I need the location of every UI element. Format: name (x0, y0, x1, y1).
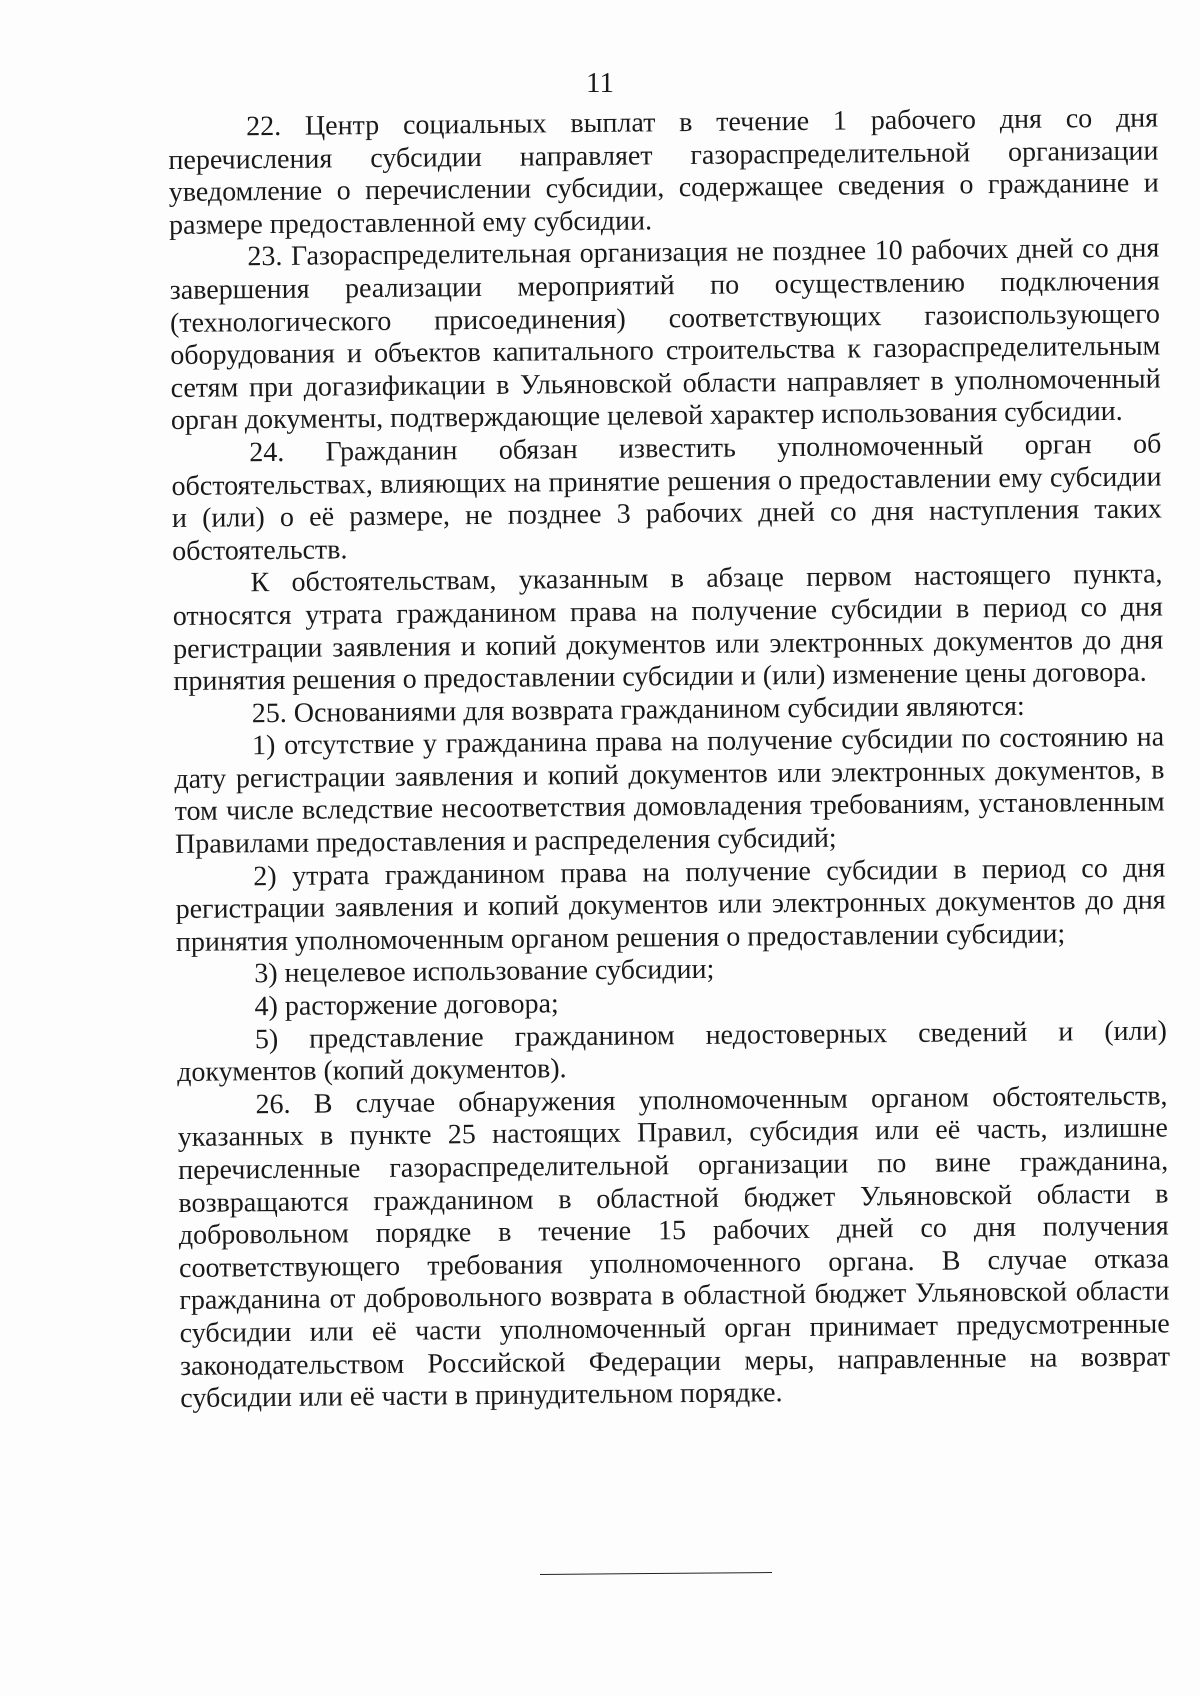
document-body (168, 102, 1170, 1415)
end-of-text-rule (540, 1572, 772, 1575)
paragraph-23: 23. Газораспределительная организация не позднее 10 рабочих дней со дня завершения реализации мероприятий по осуществлению подключения (технологического присоединения) соответствующих газоиспользующего оборудования и объектов капитального строительства к газораспределительным сетям при догазификации в Ульяновской области направляет в уполномоченный орган документы, подтверждающие целевой характер использования субсидии. (169, 232, 1161, 437)
paragraph-24: 24. Гражданин обязан известить уполномоченный орган об обстоятельствах, влияющих на принятие решения о предоставлении ему субсидии и (или) о её размере, не позднее 3 рабочих дней со дня наступления таких обстоятельств. (171, 428, 1163, 567)
list-item-25-5: 5) представление гражданином недостоверных сведений и (или) документов (копий документов). (177, 1015, 1168, 1089)
list-item-25-4: 4) расторжение договора; (254, 988, 559, 1023)
list-item-25-3: 3) нецелевое использование субсидии; (254, 954, 715, 990)
paragraph-25: 25. Основаниями для возврата гражданином субсидии являются: (251, 690, 1025, 729)
paragraph-22: 22. Центр социальных выплат в течение 1 рабочего дня со дня перечисления субсидии направляет газораспределительной организации уведомление о перечислении субсидии, содержащее сведения о гражданине и размере предоставленной ему субсидии. (168, 102, 1159, 241)
list-item-25-1: 1) отсутствие у гражданина права на получение субсидии по состоянию на дату регистрации заявления и копий документов или электронных документов, в том числе вследствие несоответствия домовладения требованиям, установленным Правилами предоставления и распределения субсидий; (174, 721, 1165, 861)
page-number: 11 (586, 67, 614, 99)
paragraph-24-circumstances: К обстоятельствам, указанным в абзаце первом настоящего пункта, относятся утрата гражданином права на получение субсидии в период со дня регистрации заявления и копий документов или электронных документов до дня принятия решения о предоставлении субсидии и (или) изменение цены договора. (172, 558, 1164, 698)
paragraph-26: 26. В случае обнаружения уполномоченным органом обстоятельств, указанных в пункте 25 настоящих Правил, субсидия или её часть, излишне перечисленные газораспределительной организации по вине гражданина, возвращаются гражданином в областной бюджет Ульяновской области в добровольном порядке в течение 15 рабочих дней со дня получения соответствующего требования уполномоченного органа. В случае отказа гражданина от добровольного возврата в областной бюджет Ульяновской области субсидии или её части уполномоченный орган принимает предусмотренные законодательством Российской Федерации меры, направленные на возврат субсидии или её части в принудительном порядке. (177, 1080, 1171, 1415)
list-item-25-2: 2) утрата гражданином права на получение субсидии в период со дня регистрации заявления и копий документов или электронных документов до дня принятия уполномоченным органом решения о предоставлении субсидии; (175, 852, 1166, 958)
